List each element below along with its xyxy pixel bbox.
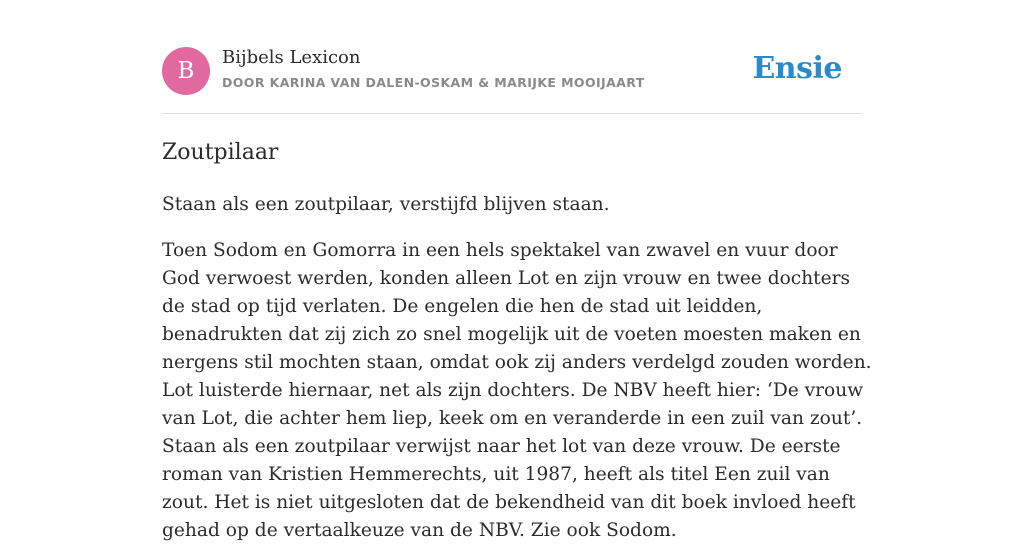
source-avatar[interactable]: B: [162, 47, 210, 95]
entry-body: Toen Sodom en Gomorra in een hels spektakel van zwavel en vuur door God verwoest werden, konden alleen Lot en zijn vrouw en twee dochters de stad op tijd verlaten. De engelen die hen de stad uit leidden, benadrukten dat zij zich zo snel mogelijk uit de voeten moesten maken en nergens stil mochten staan, omdat ook zij anders verdelgd zouden worden. Lot luisterde hiernaar, net als zijn dochters. De NBV heeft hier: ‘De vrouw van Lot, die achter hem liep, keek om en veranderde in een zuil van zout’. Staan als een zoutpilaar verwijst naar het lot van deze vrouw. De eerste roman van Kristien Hemmerechts, uit 1987, heeft als titel Een zuil van zout. Het is niet uitgesloten dat de bekendheid van dit boek invloed heeft gehad op de vertaalkeuze van de NBV. Zie ook Sodom.: [162, 240, 872, 541]
entry-title: Zoutpilaar: [162, 140, 279, 165]
ensie-logo[interactable]: Ensie: [752, 51, 842, 86]
source-header: [162, 46, 862, 114]
source-authors: DOOR KARINA VAN DALEN-OSKAM & MARIJKE MOOIJAART: [222, 75, 645, 90]
source-title-link[interactable]: Bijbels Lexicon: [222, 47, 361, 68]
entry-definition: Staan als een zoutpilaar, verstijfd blijven staan.: [162, 194, 610, 215]
